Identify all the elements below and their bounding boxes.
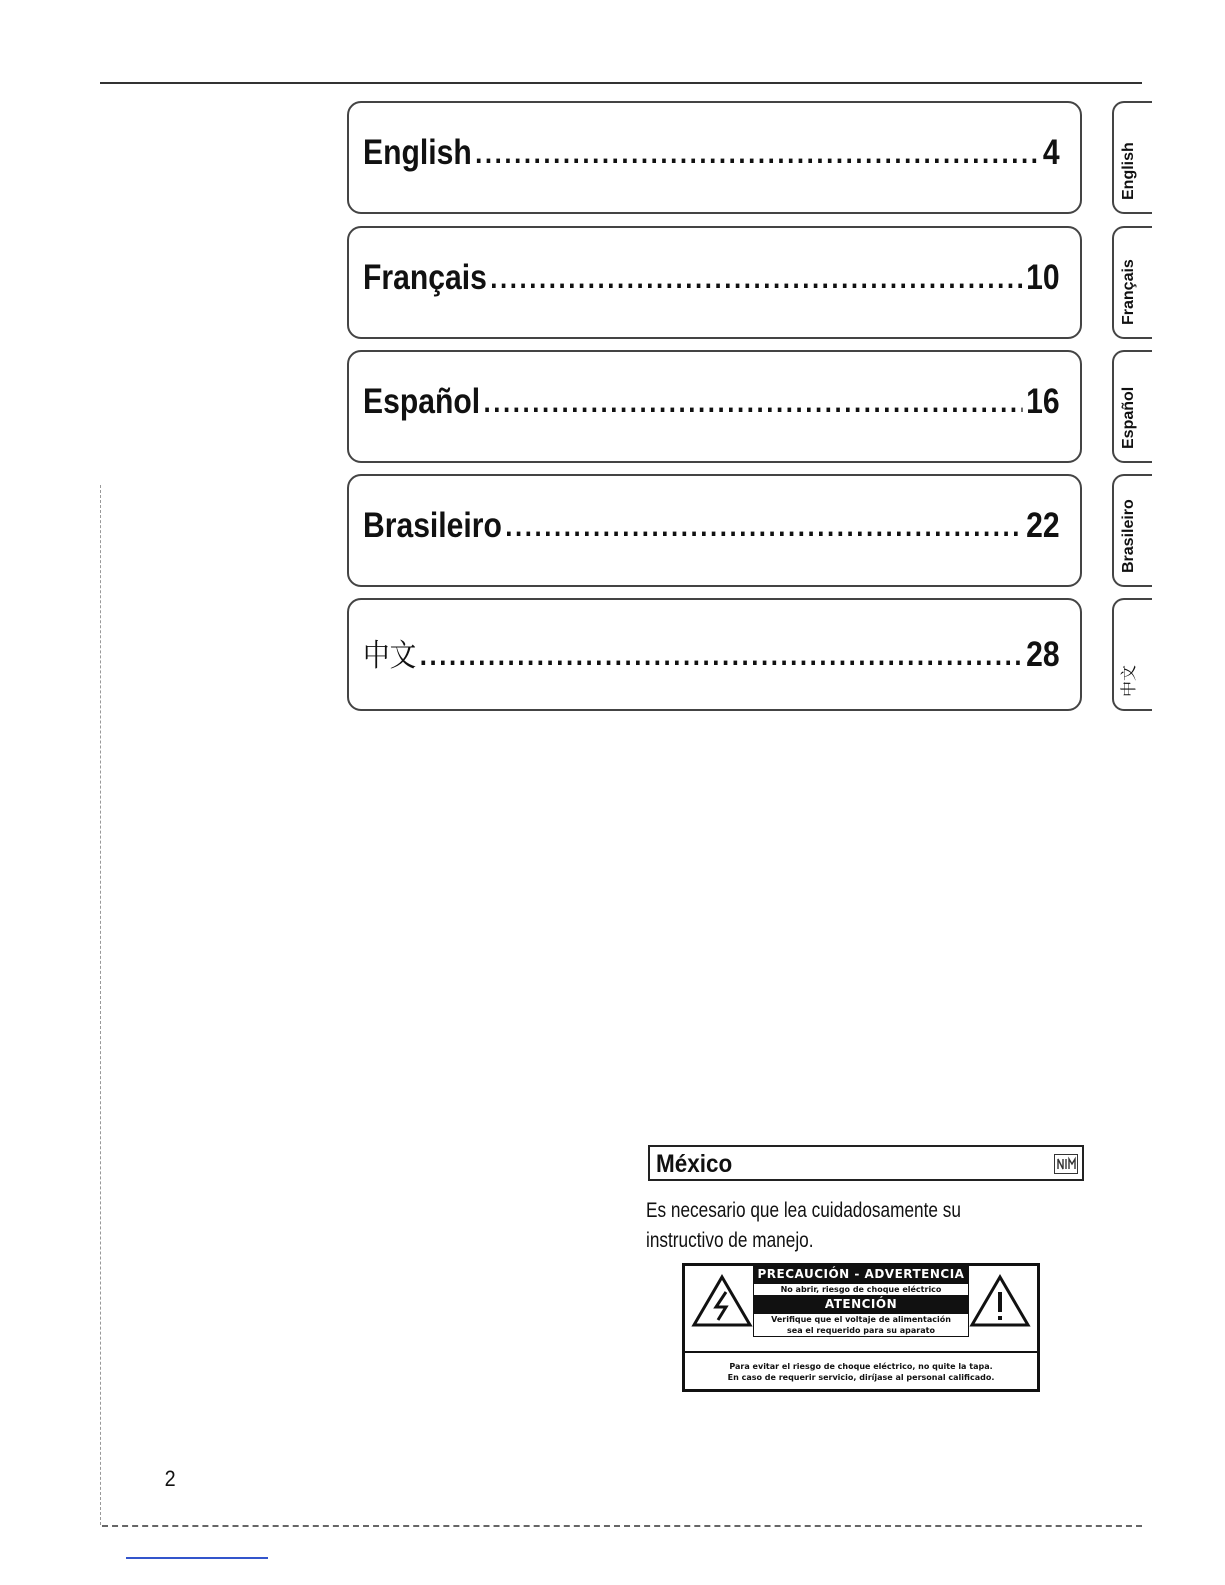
side-tab-francais[interactable] [1112,226,1152,339]
exclamation-warning-icon [969,1274,1031,1328]
toc-entry-espanol[interactable] [347,350,1082,463]
toc-title: English [363,133,472,172]
electric-shock-warning-icon [691,1274,753,1328]
side-tab-label: 中文 [1119,664,1138,697]
warning-line: No abrir, riesgo de choque eléctrico [753,1283,969,1296]
side-tab-espanol[interactable] [1112,350,1152,463]
top-rule [100,82,1142,84]
toc-leader-dots [475,139,1039,173]
mexico-title: México [656,1150,733,1178]
bottom-rule [102,1525,1142,1527]
side-tab-english[interactable] [1112,101,1152,214]
toc-page-number: 10 [1026,258,1060,297]
side-tab-brasileiro[interactable] [1112,474,1152,587]
attention-header: ATENCIÓN [753,1296,969,1313]
warning-line: Verifique que el voltaje de alimentación [753,1313,969,1325]
toc-page-number: 16 [1026,382,1060,421]
toc-leader-dots [490,264,1022,298]
mexico-notice-text: Es necesario que lea cuidadosamente su instructivo de manejo. [646,1199,961,1252]
toc-page-number: 22 [1026,506,1060,545]
warning-header: PRECAUCIÓN - ADVERTENCIA [753,1266,969,1283]
toc-leader-dots [420,641,1023,675]
toc-entry-english[interactable] [347,101,1082,214]
toc-page-number: 4 [1042,133,1060,172]
blue-underline [126,1557,268,1559]
toc-title: Español [363,382,481,421]
side-tab-label: Brasileiro [1120,499,1137,573]
toc-leader-dots [484,388,1023,422]
side-tab-label: Español [1120,386,1137,449]
side-tab-label: English [1120,142,1137,200]
page-number: 2 [164,1466,176,1491]
toc-title: Français [363,258,487,297]
warning-text-panel [753,1266,969,1337]
mexico-section-header [648,1145,1084,1181]
toc-title: 中文 [363,638,417,674]
warning-footer-line: Para evitar el riesgo de choque eléctrico, no quite la tapa. [729,1362,993,1371]
side-tab-label: Français [1120,259,1137,325]
warning-label [682,1263,1040,1392]
side-tab-chinese[interactable] [1112,598,1152,711]
left-margin-line [100,485,101,1525]
toc-page-number: 28 [1026,635,1060,674]
toc-entry-chinese[interactable] [347,598,1082,711]
toc-leader-dots [505,512,1022,546]
toc-entry-brasileiro[interactable] [347,474,1082,587]
nom-logo-icon [1054,1154,1078,1174]
toc-entry-francais[interactable] [347,226,1082,339]
toc-title: Brasileiro [363,506,502,545]
warning-footer-line: En caso de requerir servicio, diríjase al personal calificado. [727,1373,995,1382]
warning-footer [685,1351,1037,1389]
warning-line: sea el requerido para su aparato [753,1325,969,1337]
